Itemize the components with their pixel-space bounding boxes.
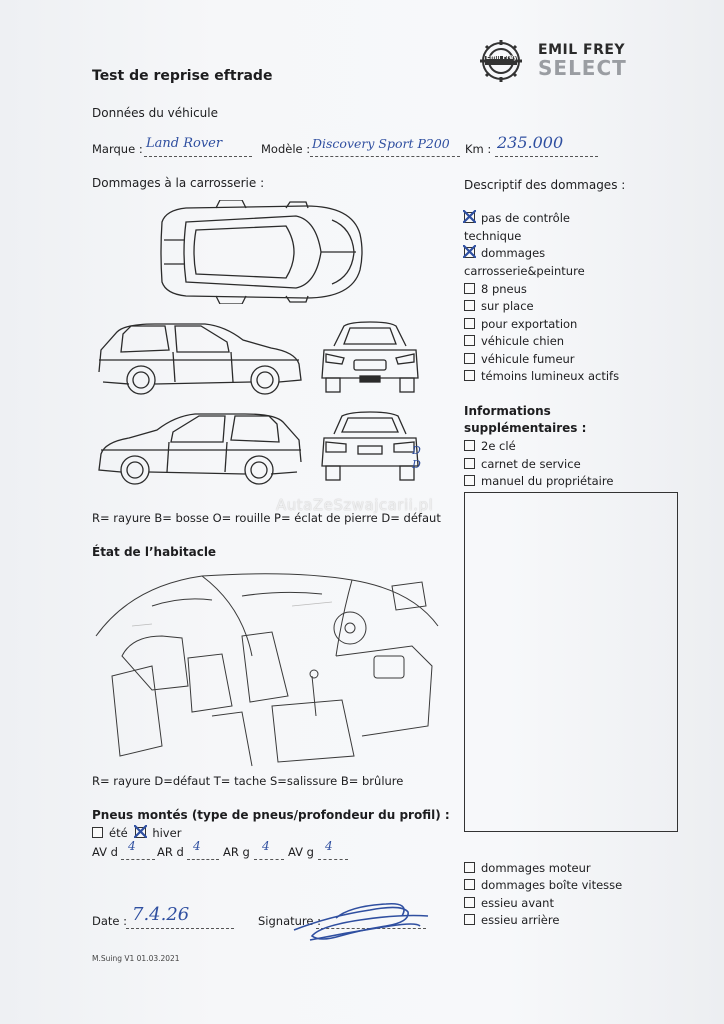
checkbox-icon[interactable] <box>464 247 475 258</box>
check-label: 8 pneus <box>481 282 527 296</box>
damage-desc-heading: Descriptif des dommages : <box>464 178 626 192</box>
ar-d-value[interactable]: 4 <box>193 839 201 853</box>
ar-g-label: AR g <box>223 845 250 859</box>
check-front-axle[interactable] <box>464 896 554 910</box>
brand-top: EMIL FREY <box>538 42 626 58</box>
check-label: pas de contrôle <box>481 211 570 225</box>
check-label: témoins lumineux actifs <box>481 369 620 383</box>
av-d-value[interactable]: 4 <box>128 839 136 853</box>
model-label: Modèle : <box>261 142 311 156</box>
make-label: Marque : <box>92 142 143 156</box>
vehicle-heading: Données du véhicule <box>92 106 219 120</box>
av-g-line[interactable] <box>318 845 348 860</box>
checkbox-icon[interactable] <box>464 440 475 451</box>
checkbox-icon[interactable] <box>464 318 475 329</box>
check-warning-lights[interactable] <box>464 369 619 383</box>
check-label: essieu arrière <box>481 913 560 927</box>
footer-version: M.Suing V1 01.03.2021 <box>92 954 180 963</box>
damage-mark-1: D <box>412 444 421 457</box>
checkbox-icon[interactable] <box>464 458 475 469</box>
check-label: 2e clé <box>481 439 516 453</box>
check-8-tires[interactable] <box>464 282 527 296</box>
check-label: sur place <box>481 299 534 313</box>
signature-label: Signature : <box>258 914 322 928</box>
checkbox-winter[interactable] <box>135 827 146 838</box>
ar-d-label: AR d <box>157 845 184 859</box>
body-damage-heading: Dommages à la carrosserie : <box>92 176 265 190</box>
date-label: Date : <box>92 914 128 928</box>
tires-heading: Pneus montés (type de pneus/profondeur du profil) : <box>92 808 450 822</box>
checkbox-icon[interactable] <box>464 300 475 311</box>
av-d-line[interactable] <box>121 845 155 860</box>
checkbox-icon[interactable] <box>464 879 475 890</box>
ar-g-value[interactable]: 4 <box>262 839 270 853</box>
check-label: dommages boîte vitesse <box>481 878 623 892</box>
brand-bottom: SELECT <box>538 56 627 80</box>
check-label: essieu avant <box>481 896 554 910</box>
check-rear-axle[interactable] <box>464 913 559 927</box>
date-value[interactable]: 7.4.26 <box>132 904 190 925</box>
winter-label: hiver <box>152 826 182 840</box>
check-no-inspection[interactable] <box>464 211 570 225</box>
check-label: pour exportation <box>481 317 578 331</box>
check-label: carnet de service <box>481 457 581 471</box>
interior-heading: État de l’habitacle <box>92 545 217 559</box>
car-top-view[interactable] <box>156 200 368 304</box>
check-dog-vehicle[interactable] <box>464 334 564 348</box>
check-label: dommages <box>481 246 546 260</box>
damage-mark-2: D <box>412 458 421 471</box>
check-export[interactable] <box>464 317 577 331</box>
emblem-text: Emil Frey <box>486 54 518 61</box>
av-d-label: AV d <box>92 845 118 859</box>
extra-heading-1: Informations <box>464 404 551 418</box>
check-label: manuel du propriétaire <box>481 474 614 488</box>
check-second-key[interactable] <box>464 439 516 453</box>
checkbox-icon[interactable] <box>464 212 475 223</box>
interior-drawing[interactable] <box>92 566 442 768</box>
checkbox-icon[interactable] <box>464 914 475 925</box>
check-label: dommages moteur <box>481 861 591 875</box>
km-label: Km : <box>465 142 492 156</box>
checkbox-summer[interactable] <box>92 827 103 838</box>
check-body-damage[interactable] <box>464 246 545 260</box>
check-service-book[interactable] <box>464 457 581 471</box>
watermark: AutaZeSzwajcarii.pl <box>276 496 434 514</box>
notes-box[interactable] <box>464 492 678 832</box>
checkbox-icon[interactable] <box>464 862 475 873</box>
summer-label: été <box>109 826 128 840</box>
av-g-value[interactable]: 4 <box>325 839 333 853</box>
check-label-cont: carrosserie&peinture <box>464 264 585 278</box>
car-side-right[interactable] <box>95 410 305 490</box>
check-on-site[interactable] <box>464 299 534 313</box>
tire-type-row <box>92 826 181 840</box>
check-label: véhicule chien <box>481 334 565 348</box>
check-gearbox-damage[interactable] <box>464 878 622 892</box>
car-side-left[interactable] <box>95 320 305 400</box>
check-owners-manual[interactable] <box>464 474 613 488</box>
check-label: véhicule fumeur <box>481 352 575 366</box>
page-title: Test de reprise eftrade <box>92 68 273 84</box>
ar-d-line[interactable] <box>187 845 219 860</box>
checkbox-icon[interactable] <box>464 283 475 294</box>
model-value[interactable]: Discovery Sport P200 <box>312 136 450 151</box>
extra-heading-2: supplémentaires : <box>464 421 587 435</box>
checkbox-icon[interactable] <box>464 335 475 346</box>
check-smoker-vehicle[interactable] <box>464 352 575 366</box>
check-engine-damage[interactable] <box>464 861 591 875</box>
emil-frey-emblem <box>476 38 526 84</box>
checkbox-icon[interactable] <box>464 370 475 381</box>
checkbox-icon[interactable] <box>464 897 475 908</box>
av-g-label: AV g <box>288 845 314 859</box>
interior-legend: R= rayure D=défaut T= tache S=salissure B= brûlure <box>92 774 404 788</box>
km-value[interactable]: 235.000 <box>497 133 564 152</box>
car-rear-view[interactable] <box>320 410 420 486</box>
checkbox-icon[interactable] <box>464 353 475 364</box>
body-damage-legend: R= rayure B= bosse O= rouille P= éclat de pierre D= défaut <box>92 511 441 525</box>
check-label-cont: technique <box>464 229 522 243</box>
signature-scribble <box>290 896 436 946</box>
car-front-view[interactable] <box>320 320 420 396</box>
checkbox-icon[interactable] <box>464 475 475 486</box>
make-value[interactable]: Land Rover <box>146 136 223 151</box>
